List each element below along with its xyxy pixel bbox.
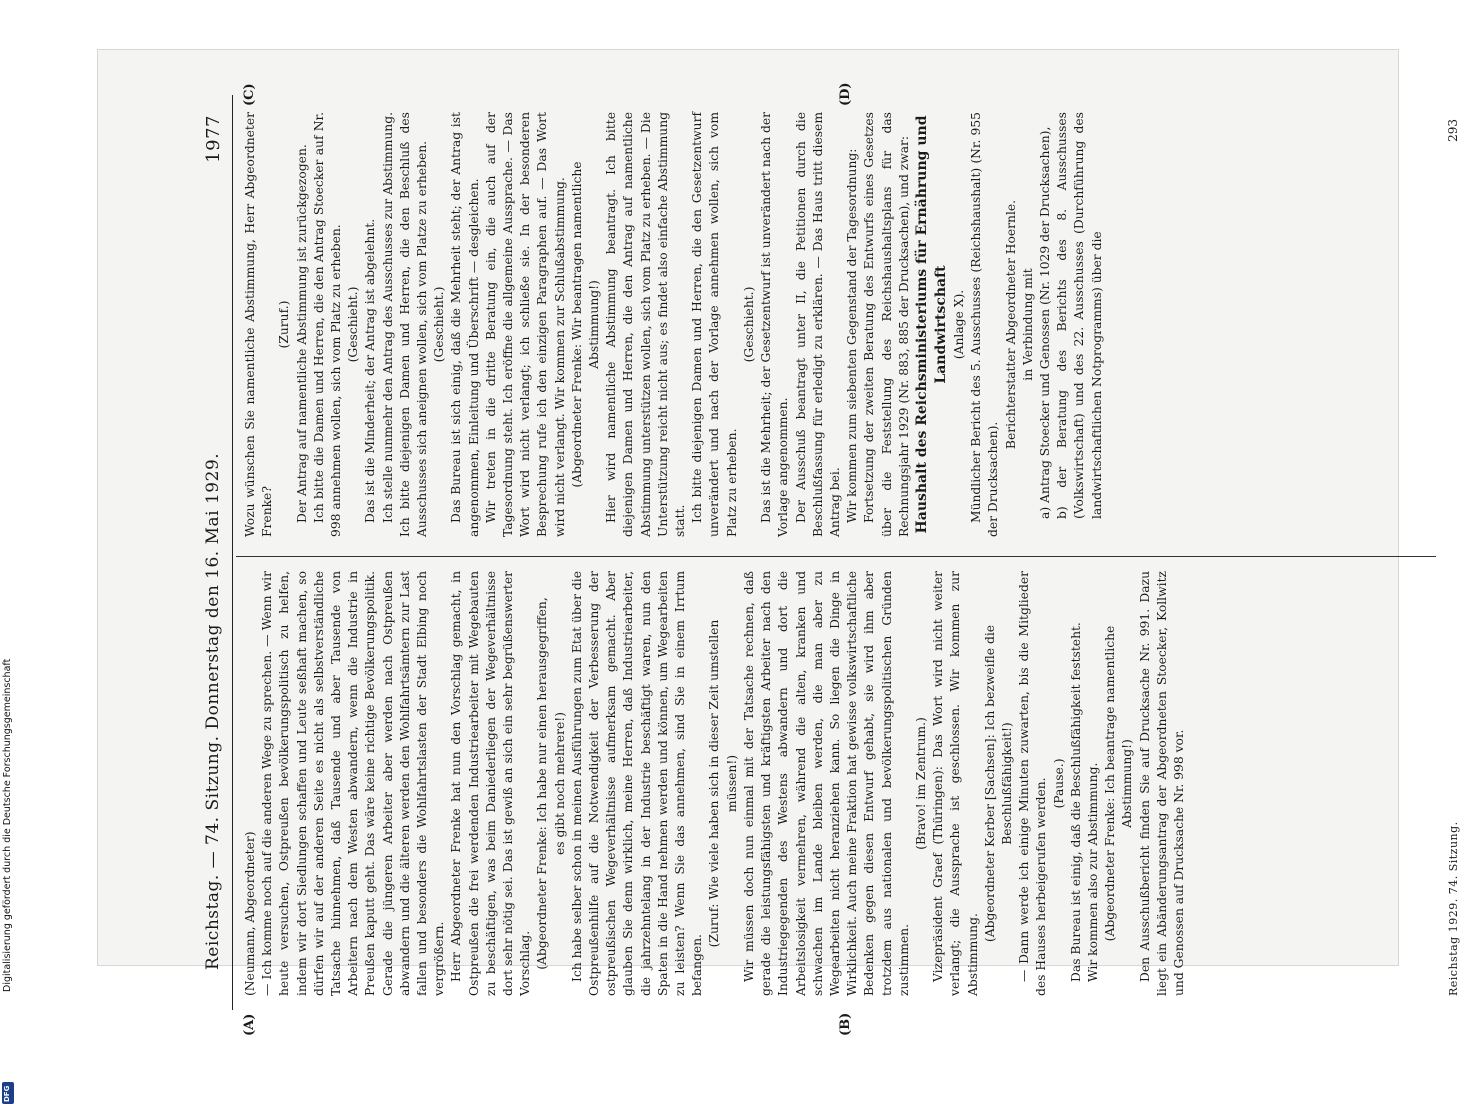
paragraph: Hier wird namentliche Abstimmung beantragt. Ich bitte diejenigen Damen und Herren, die den Antrag auf namentliche Abstimmung unterstützen wollen, sich vom Platz zu erheben. — Die Unterstützung reicht nicht aus; es findet also einfache Abstimmung statt. [604, 112, 688, 537]
column-divider [236, 556, 1436, 557]
running-head [198, 115, 228, 970]
margin-marker-d: (D) [838, 82, 853, 106]
paragraph: Ich habe selber schon in meinen Ausführungen zum Etat über die Ostpreußenhilfe auf die Notwendigkeit der Verbesserung der ostpreußischen Wegeverhältnisse aufmerksam gemacht. Aber glauben Sie denn wirklich, meine Herren, daß Industriearbeiter, die jahrzehntelang in der Industrie beschäftigt waren, nun den Spaten in die Hand nehmen werden und können, um Wegearbeiten zu leisten? Wenn Sie das annehmen, sind Sie in einem Irrtum befangen. [569, 571, 705, 996]
interjection: (Zuruf.) [277, 300, 292, 349]
speaker-line: (Neumann, Abgeordneter) [243, 831, 257, 996]
header-rule [232, 95, 233, 1010]
running-head-title: Reichstag. — 74. Sitzung. Donnerstag den 16. Mai 1929. [203, 452, 223, 970]
agenda-paragraph: Fortsetzung der zweiten Beratung des Entwurfs eines Gesetzes über die Feststellung des Reichshaushaltsplans für das Rechnungsjahr 1929 (Nr. 883, 885 der Drucksachen), und zwar: [862, 112, 911, 537]
interjection: (Abgeordneter Frenke: Wir beantragen namentliche Abstimmung!) [569, 161, 602, 488]
paragraph: Herr Abgeordneter Frenke hat nun den Vorschlag gemacht, in Ostpreußen die frei werdenden Industriearbeiter mit Wegebauten zu beschäftigen, was beim Daniederliegen der Wegeverhältnisse dort sehr nötig sei. Das ist gewiß an sich ein sehr begrüßenswerter Vorschlag. [449, 571, 533, 996]
paragraph: Ich bitte die Damen und Herren, die den Antrag Stoecker auf Nr. 998 annehmen wollen, sich vom Platz zu erheben. [311, 112, 344, 537]
paragraph: Vizepräsident Graef (Thüringen): Das Wort wird nicht weiter verlangt; die Aussprache ist geschlossen. Wir kommen zur Abstimmung. [931, 571, 980, 996]
paragraph: Der Ausschuß beantragt unter II, die Petitionen durch die Beschlußfassung für erledigt zu erklären. — Das Haus tritt diesem Antrag bei. [793, 112, 842, 537]
paragraph: Wir kommen zum siebenten Gegenstand der Tagesordnung: [845, 148, 860, 523]
left-column [242, 571, 1188, 996]
pause-note: (Pause.) [1051, 758, 1066, 809]
rotated-printed-page [198, 82, 1468, 1036]
rapporteur-line: Berichterstatter Abgeordneter Hoernle. [1003, 199, 1018, 450]
interjection: (Abgeordneter Kerber [Sachsen]: Ich bezweifle die Beschlußfähigkeit!) [982, 624, 1014, 943]
paragraph: Wozu wünschen Sie namentliche Abstimmung, Herr Abgeordneter Frenke? [243, 112, 275, 537]
paragraph: Den Ausschußbericht finden Sie auf Drucksache Nr. 991. Dazu liegt ein Abänderungsantrag der Abgeordneten Stoecker, Kollwitz und Genossen auf Drucksache Nr. 998 vor. [1137, 571, 1186, 996]
dfg-logo-text: DFG [3, 1085, 11, 1102]
paragraph: Ich stelle nunmehr den Antrag des Ausschusses zur Abstimmung. Ich bitte diejenigen Damen und Herren, die den Beschluß des Ausschusses sich aneignen wollen, sich vom Platze zu erheben. [380, 112, 430, 537]
procedural-note: (Geschieht.) [432, 286, 447, 363]
interjection: (Abgeordneter Frenke: Ich habe nur einen herausgegriffen, es gibt noch mehrere!) [535, 597, 567, 970]
margin-marker-c: (C) [242, 83, 257, 106]
digitization-credit [0, 120, 20, 1102]
paragraph: Ich bitte diejenigen Damen und Herren, die den Gesetzentwurf unverändert und nach der Vorlage annehmen wollen, sich vom Platz zu erheben. [690, 112, 739, 537]
margin-marker-b: (B) [838, 1012, 853, 1036]
footer-page-number: 293 [1446, 119, 1460, 142]
agenda-item-b: b) der Beratung des Berichts des 8. Ausschusses (Volkswirtschaft) und des 22. Ausschusses (Durchführung des landwirtschaftlichen Notprogramms) über die [1055, 112, 1104, 519]
interjection: (Zuruf: Wie viele haben sich in dieser Zeit umstellen müssen!) [707, 619, 739, 948]
paragraph: Das ist die Minderheit; der Antrag ist abgelehnt. [363, 218, 378, 523]
dfg-logo-icon [2, 1082, 14, 1104]
paragraph: Wir treten in die dritte Beratung ein, die auch auf der Tagesordnung steht. Ich eröffne die allgemeine Aussprache. — Das Wort wird nicht verlangt; ich schließe sie. In der besonderen Besprechung rufe ich den einzigen Paragraphen auf. — Das Wort wird nicht verlangt. Wir kommen zur Schlußabstimmung. [483, 112, 567, 537]
paragraph: — Ich komme noch auf die anderen Wege zu sprechen. — Wenn wir heute versuchen, Ostpreußen bevölkerungspolitisch zu helfen, indem wir dort Siedlungen schaffen und Leute seßhaft machen, so dürfen wir auf der anderen Seite es nicht als selbstverständliche Tatsache hinnehmen, daß Tausende und aber Tausende von Arbeitern nach dem Westen abwandern, wenn die Industrie in Preußen kaputt geht. Das wäre keine richtige Bevölkerungspolitik. Gerade die jüngeren Arbeiter aber werden nach Ostpreußen abwandern und die älteren werden den Wohlfahrtsämtern zur Last fallen und besonders die Wohlfahrtslasten der Stadt Elbing noch vergrößern. [260, 571, 447, 996]
agenda-heading: Haushalt des Reichsministeriums für Ernährung und Landwirtschaft [913, 115, 949, 534]
paragraph: Der Antrag auf namentliche Abstimmung ist zurückgezogen. [294, 144, 309, 523]
paragraph: Wir kommen also zur Abstimmung. [1085, 762, 1100, 982]
procedural-note: (Geschieht.) [741, 286, 756, 363]
page-number: 1977 [202, 115, 224, 163]
interjection: (Abgeordneter Frenke: Ich beantrage namentliche Abstimmung!) [1103, 625, 1135, 942]
applause-note: (Bravo! im Zentrum.) [913, 717, 928, 850]
connector-line: in Verbindung mit [1020, 268, 1035, 381]
scanned-page [98, 50, 1460, 1036]
paragraph: Das Bureau ist sich einig, daß die Mehrheit steht; der Antrag ist angenommen, Einleitung und Überschrift — desgleichen. [449, 112, 481, 537]
paragraph: Das Bureau ist einig, daß die Beschlußfähigkeit feststeht. [1068, 622, 1083, 982]
credit-text: Digitalisierung gefördert durch die Deutsche Forschungsgemeinschaft [2, 658, 13, 992]
procedural-note: (Geschieht.) [346, 286, 361, 363]
agenda-annex: (Anlage X). [951, 289, 966, 360]
paragraph: Wir müssen doch nun einmal mit der Tatsache rechnen, daß gerade die leistungsfähigsten und kräftigsten Arbeiter nach den Industriegegenden des Westens abwandern und dort die Arbeitslosigkeit vermehren, während die alten, kranken und schwachen im Lande bleiben werden, die man aber zu Wegearbeiten nicht heranziehen kann. So liegen die Dinge in Wirklichkeit. Auch meine Fraktion hat gewisse volkswirtschaftliche Bedenken gegen diesen Entwurf gehabt, sie wird ihm aber trotzdem aus nationalen und bevölkerungspolitischen Gründen zustimmen. [741, 571, 911, 996]
agenda-item-a: a) Antrag Stoecker und Genossen (Nr. 1029 der Drucksachen), [1037, 126, 1052, 519]
paragraph: — Dann werde ich einige Minuten zuwarten, bis die Mitglieder des Hauses herbeigerufen werden. [1017, 571, 1049, 996]
paragraph: Mündlicher Bericht des 5. Ausschusses (Reichshaushalt) (Nr. 955 der Drucksachen). [969, 112, 1001, 537]
footer-left: Reichstag 1929. 74. Sitzung. [1447, 821, 1460, 996]
paragraph: Das ist die Mehrheit; der Gesetzentwurf ist unverändert nach der Vorlage angenommen. [759, 112, 791, 537]
right-column [242, 112, 1106, 537]
margin-marker-a: (A) [242, 1013, 257, 1036]
